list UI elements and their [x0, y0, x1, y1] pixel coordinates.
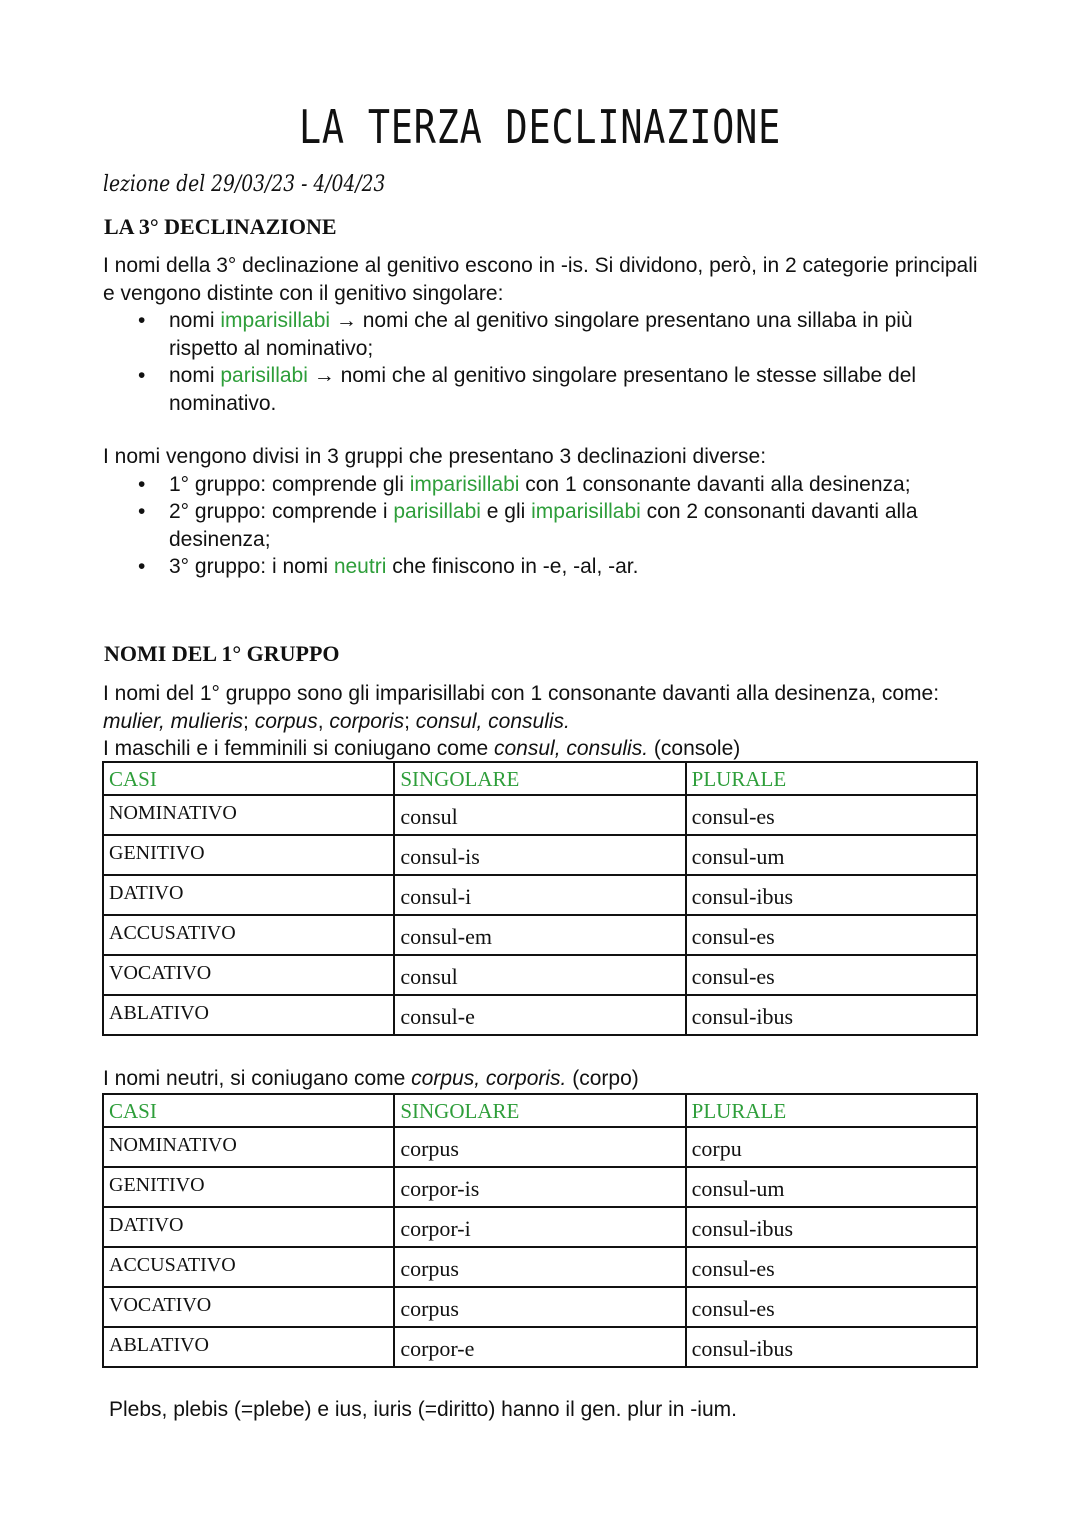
- bullet-item: [169, 553, 983, 581]
- case-name: ACCUSATIVO: [103, 915, 394, 955]
- groups-text: [103, 443, 983, 581]
- singular-form: corpus: [394, 1287, 685, 1327]
- text-segment: e gli: [480, 500, 532, 523]
- text-segment: (console): [648, 737, 741, 760]
- case-name: VOCATIVO: [103, 955, 394, 995]
- italic-example: corporis: [329, 709, 405, 733]
- plural-form: consul-um: [686, 1167, 977, 1207]
- text-segment: ,: [317, 709, 330, 733]
- text-segment: (corpo): [566, 1067, 639, 1090]
- text-segment: con 1 consonante davanti alla desinenza;: [519, 472, 911, 496]
- text-segment: con 2 consonanti davanti alla desinenza;: [169, 500, 918, 551]
- table-row: [103, 915, 977, 955]
- case-name: NOMINATIVO: [103, 1127, 394, 1167]
- bullet-list: [103, 307, 983, 417]
- column-header: CASI: [103, 762, 394, 795]
- table-row: [103, 1327, 977, 1367]
- table-row: [103, 795, 977, 835]
- table-row: [103, 1247, 977, 1287]
- plural-form: consul-es: [686, 915, 977, 955]
- case-name: NOMINATIVO: [103, 795, 394, 835]
- paragraph: [103, 443, 983, 471]
- plural-form: corpu: [686, 1127, 977, 1167]
- table-row: [103, 1207, 977, 1247]
- table-row: [103, 875, 977, 915]
- bullet-item: [169, 307, 983, 362]
- column-header: PLURALE: [686, 762, 977, 795]
- singular-form: consul: [394, 955, 685, 995]
- highlighted-term: parisillabi: [220, 364, 308, 387]
- table-header-row: [103, 762, 977, 795]
- lesson-date: lezione del 29/03/23 - 4/04/23: [103, 172, 386, 197]
- italic-example: corpus: [254, 709, 318, 733]
- text-segment: nomi: [169, 364, 221, 387]
- text-segment: I maschili e i femminili si coniugano come: [103, 737, 494, 760]
- plural-form: consul-es: [686, 1287, 977, 1327]
- paragraph: [103, 735, 983, 763]
- column-header: PLURALE: [686, 1094, 977, 1127]
- text-segment: 1° gruppo: comprende gli: [169, 472, 410, 496]
- table-row: [103, 1127, 977, 1167]
- text-segment: → nomi che al genitivo singolare presentano una sillaba in più rispetto al nominativo;: [169, 309, 913, 360]
- paragraph: [103, 680, 983, 735]
- bullet-item: [169, 498, 983, 553]
- italic-example: mulier, mulieris: [103, 709, 244, 733]
- table-row: [103, 1287, 977, 1327]
- section-heading: NOMI DEL 1° GRUPPO: [104, 641, 340, 666]
- singular-form: consul: [394, 795, 685, 835]
- highlighted-term: imparisillabi: [220, 309, 331, 332]
- bullet-item: [169, 471, 983, 499]
- highlighted-term: imparisillabi: [409, 472, 520, 496]
- italic-example: corpus, corporis.: [411, 1067, 567, 1090]
- italic-example: consul, consulis.: [415, 709, 570, 733]
- text-segment: I nomi neutri, si coniugano come: [103, 1067, 412, 1090]
- case-name: DATIVO: [103, 875, 394, 915]
- column-header: CASI: [103, 1094, 394, 1127]
- case-name: ACCUSATIVO: [103, 1247, 394, 1287]
- singular-form: corpus: [394, 1127, 685, 1167]
- table-row: [103, 955, 977, 995]
- singular-form: corpus: [394, 1247, 685, 1287]
- highlighted-term: parisillabi: [393, 500, 481, 523]
- paragraph: [103, 252, 983, 307]
- singular-form: consul-i: [394, 875, 685, 915]
- case-name: ABLATIVO: [103, 1327, 394, 1367]
- plural-form: consul-ibus: [686, 875, 977, 915]
- plural-form: consul-es: [686, 1247, 977, 1287]
- text-segment: 2° gruppo: comprende i: [169, 500, 394, 523]
- plural-form: consul-ibus: [686, 995, 977, 1035]
- neuter-intro: [103, 1065, 983, 1093]
- table-header-row: [103, 1094, 977, 1127]
- plural-form: consul-um: [686, 835, 977, 875]
- text-segment: nomi: [169, 309, 221, 332]
- text-segment: che finiscono in -e, -al, -ar.: [386, 555, 639, 578]
- text-segment: ;: [243, 709, 255, 733]
- table-row: [103, 835, 977, 875]
- plural-form: consul-es: [686, 795, 977, 835]
- column-header: SINGOLARE: [394, 1094, 685, 1127]
- text-segment: I nomi della 3° declinazione al genitivo escono in -is. Si dividono, però, in 2 categorie principali e vengono distinte con il genitivo singolare:: [103, 254, 978, 305]
- paragraph: [103, 1065, 983, 1093]
- note-text: Plebs, plebis (=plebe) e ius, iuris (=diritto) hanno il gen. plur in -ium.: [109, 1398, 737, 1421]
- bullet-item: [169, 362, 983, 417]
- section-heading: LA 3° DECLINAZIONE: [104, 214, 337, 239]
- intro-text: [103, 252, 983, 417]
- table-row: [103, 995, 977, 1035]
- plural-form: consul-ibus: [686, 1327, 977, 1367]
- group1-text: [103, 680, 983, 763]
- case-name: GENITIVO: [103, 835, 394, 875]
- case-name: GENITIVO: [103, 1167, 394, 1207]
- table-row: [103, 1167, 977, 1207]
- text-segment: I nomi del 1° gruppo sono gli imparisillabi con 1 consonante davanti alla desinenza, come:: [103, 682, 940, 705]
- text-segment: → nomi che al genitivo singolare presentano le stesse sillabe del nominativo.: [169, 364, 917, 415]
- case-name: DATIVO: [103, 1207, 394, 1247]
- text-segment: I nomi vengono divisi in 3 gruppi che presentano 3 declinazioni diverse:: [103, 445, 767, 468]
- highlighted-term: imparisillabi: [531, 500, 641, 523]
- case-name: VOCATIVO: [103, 1287, 394, 1327]
- text-segment: ;: [404, 709, 416, 733]
- page-title: LA TERZA DECLINAZIONE: [298, 100, 782, 154]
- singular-form: consul-is: [394, 835, 685, 875]
- column-header: SINGOLARE: [394, 762, 685, 795]
- italic-example: consul, consulis.: [493, 737, 649, 760]
- singular-form: corpor-i: [394, 1207, 685, 1247]
- singular-form: corpor-e: [394, 1327, 685, 1367]
- highlighted-term: neutri: [333, 555, 387, 578]
- plural-form: consul-ibus: [686, 1207, 977, 1247]
- case-name: ABLATIVO: [103, 995, 394, 1035]
- text-segment: 3° gruppo: i nomi: [169, 555, 334, 578]
- singular-form: consul-em: [394, 915, 685, 955]
- consul-declension-table: [102, 761, 978, 1036]
- corpus-declension-table: [102, 1093, 978, 1368]
- plural-form: consul-es: [686, 955, 977, 995]
- singular-form: consul-e: [394, 995, 685, 1035]
- singular-form: corpor-is: [394, 1167, 685, 1207]
- bullet-list: [103, 471, 983, 581]
